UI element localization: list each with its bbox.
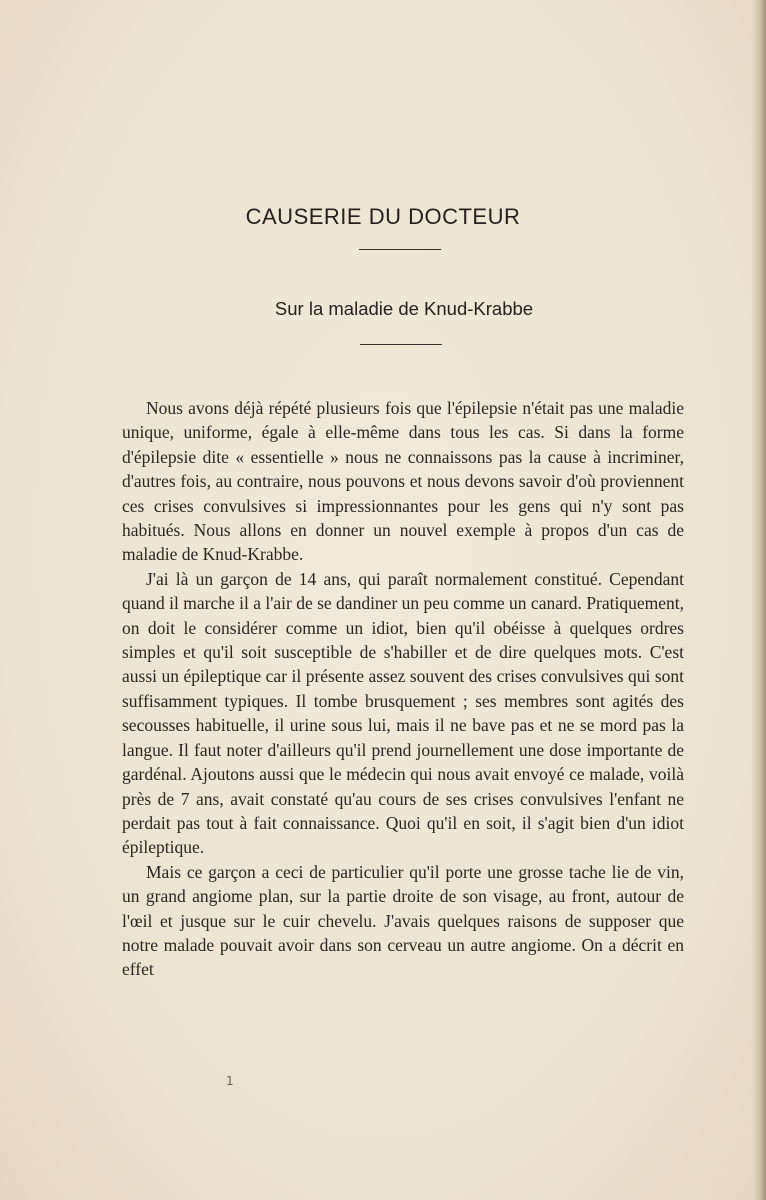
- article-body: [122, 396, 684, 982]
- paragraph: Nous avons déjà répété plusieurs fois que l'épilepsie n'était pas une maladie unique, uniforme, égale à elle-même dans tous les cas. Si dans la forme d'épilepsie dite « essentielle » nous ne connaissons pas la cause à incriminer, d'autres fois, au contraire, nous pouvons et nous devons savoir d'où proviennent ces crises convulsives si impressionnantes pour les gens qui n'y sont pas habitués. Nous allons en donner un nouvel exemple à propos d'un cas de maladie de Knud-Krabbe.: [122, 398, 684, 565]
- title-divider: [359, 249, 441, 250]
- page-edge: [752, 0, 766, 1200]
- page-subtitle: Sur la maladie de Knud-Krabbe: [274, 298, 534, 319]
- subtitle-divider: [360, 344, 442, 345]
- paragraph: J'ai là un garçon de 14 ans, qui paraît normalement constitué. Cependant quand il marche il a l'air de se dandiner un peu comme un canard. Pratiquement, on doit le considérer comme un idiot, bien qu'il obéisse à quelques ordres simples et qu'il soit susceptible de s'habiller et de dire quelques mots. C'est aussi un épileptique car il présente assez souvent des crises convulsives qui sont suffisamment typiques. Il tombe brusquement ; ses membres sont agités des secousses habituelle, il urine sous lui, mais il ne bave pas et ne se mord pas la langue. Il faut noter d'ailleurs qu'il prend journellement une dose importante de gardénal. Ajoutons aussi que le médecin qui nous avait envoyé ce malade, voilà près de 7 ans, avait constaté qu'au cours de ses crises convulsives l'enfant ne perdait pas tout à fait connaissance. Quoi qu'il en soit, il s'agit bien d'un idiot épileptique.: [122, 568, 684, 858]
- page-mark: 1: [226, 1074, 234, 1088]
- paragraph: Mais ce garçon a ceci de particulier qu'il porte une grosse tache lie de vin, un grand angiome plan, sur la partie droite de son visage, au front, autour de l'œil et jusque sur le cuir chevelu. J'avais quelques raisons de supposer que notre malade pouvait avoir dans son cerveau un autre angiome. On a décrit en effet: [122, 861, 684, 980]
- page-title: CAUSERIE DU DOCTEUR: [245, 204, 521, 229]
